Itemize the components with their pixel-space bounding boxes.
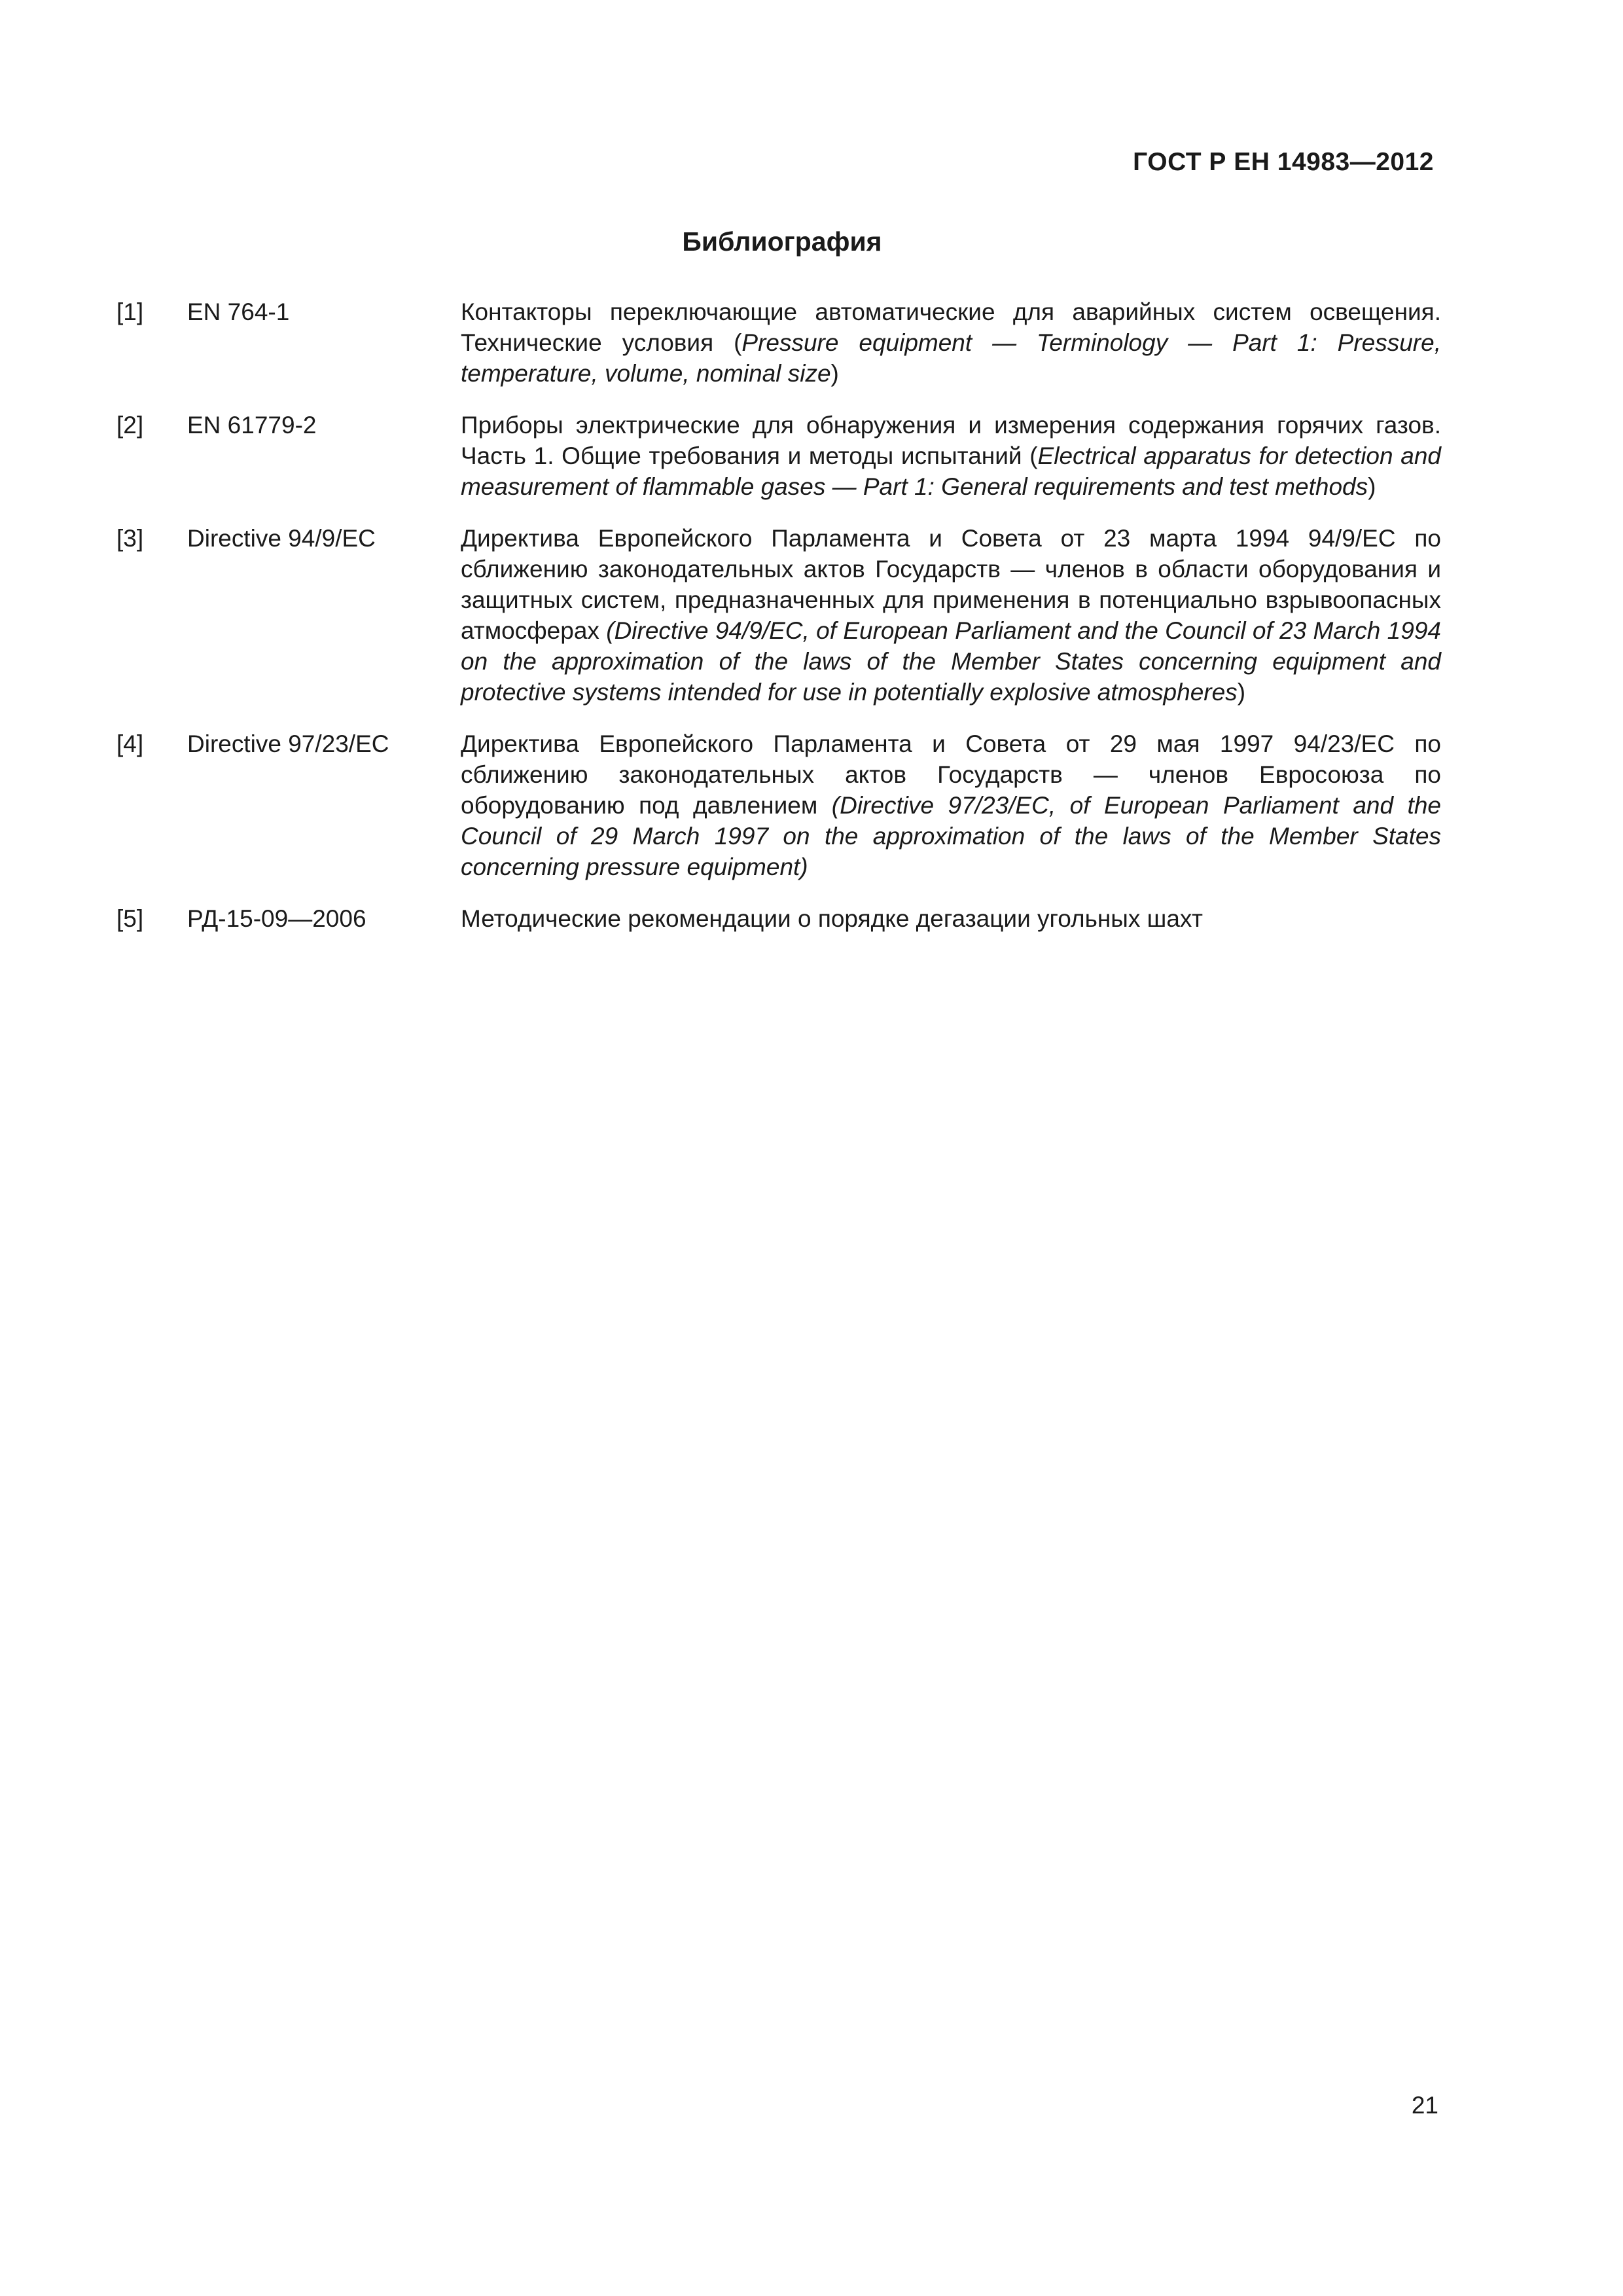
entry-text-en: Pressure equipment — Terminology — Part 1: Pressure, temperature, volume, nominal size	[461, 329, 1441, 387]
entry-text-ru: Приборы электрические для обнаружения и измерения содержания горячих газов. Часть 1. Общие требования и методы испытаний (	[461, 412, 1441, 469]
entry-code: Directive 97/23/EC	[187, 730, 389, 757]
bibliography-entry	[116, 728, 1441, 882]
entry-description	[461, 903, 1441, 934]
entry-text-en: Electrical apparatus for detection and measurement of flammable gases — Part 1: General requirements and test methods	[461, 442, 1441, 500]
entry-text-en: (Directive 94/9/EC, of European Parliament and the Council of 23 March 1994 on the approximation of the laws of the Member States concerning equipment and protective systems intended for use in potentially explosive atmospheres	[461, 617, 1441, 706]
entry-number: [5]	[116, 905, 144, 932]
entry-code: EN 764-1	[187, 298, 290, 325]
entry-text-ru: Контакторы переключающие автоматические для аварийных систем освещения. Технические условия (	[461, 298, 1441, 356]
entry-number: [1]	[116, 298, 144, 325]
section-title: Библиография	[682, 226, 882, 257]
entry-number: [2]	[116, 412, 144, 439]
bibliography-entry	[116, 523, 1441, 708]
entry-text-tail: )	[1237, 679, 1246, 706]
entry-description	[461, 296, 1441, 389]
bibliography-entry	[116, 410, 1441, 502]
entry-code: Directive 94/9/EC	[187, 525, 376, 552]
page-number: 21	[1411, 2092, 1438, 2119]
bibliography-list	[116, 296, 1441, 955]
entry-text-tail: )	[830, 360, 839, 387]
entry-description	[461, 410, 1441, 502]
standard-id-header: ГОСТ Р ЕН 14983—2012	[1133, 148, 1434, 176]
bibliography-entry	[116, 903, 1441, 934]
entry-text-ru: Методические рекомендации о порядке дегазации угольных шахт	[461, 905, 1203, 932]
entry-code: EN 61779-2	[187, 412, 317, 439]
entry-code: РД-15-09—2006	[187, 905, 366, 932]
entry-number: [3]	[116, 525, 144, 552]
entry-text-en: (Directive 97/23/EC, of European Parliament and the Council of 29 March 1997 on the approximation of the laws of the Member States concerning pressure equipment)	[461, 792, 1441, 880]
entry-text-ru: Директива Европейского Парламента и Совета от 29 мая 1997 94/23/EC по сближению законодательных актов Государств — членов Евросоюза по оборудованию под давлением	[461, 730, 1441, 819]
entry-text-ru: Директива Европейского Парламента и Совета от 23 марта 1994 94/9/EC по сближению законодательных актов Государств — членов в области оборудования и защитных систем, предназначенных для применения в потенциально взрывоопасных атмосферах	[461, 525, 1441, 644]
entry-number: [4]	[116, 730, 144, 757]
bibliography-entry	[116, 296, 1441, 389]
entry-description	[461, 523, 1441, 708]
entry-description	[461, 728, 1441, 882]
entry-text-tail: )	[1368, 473, 1376, 500]
